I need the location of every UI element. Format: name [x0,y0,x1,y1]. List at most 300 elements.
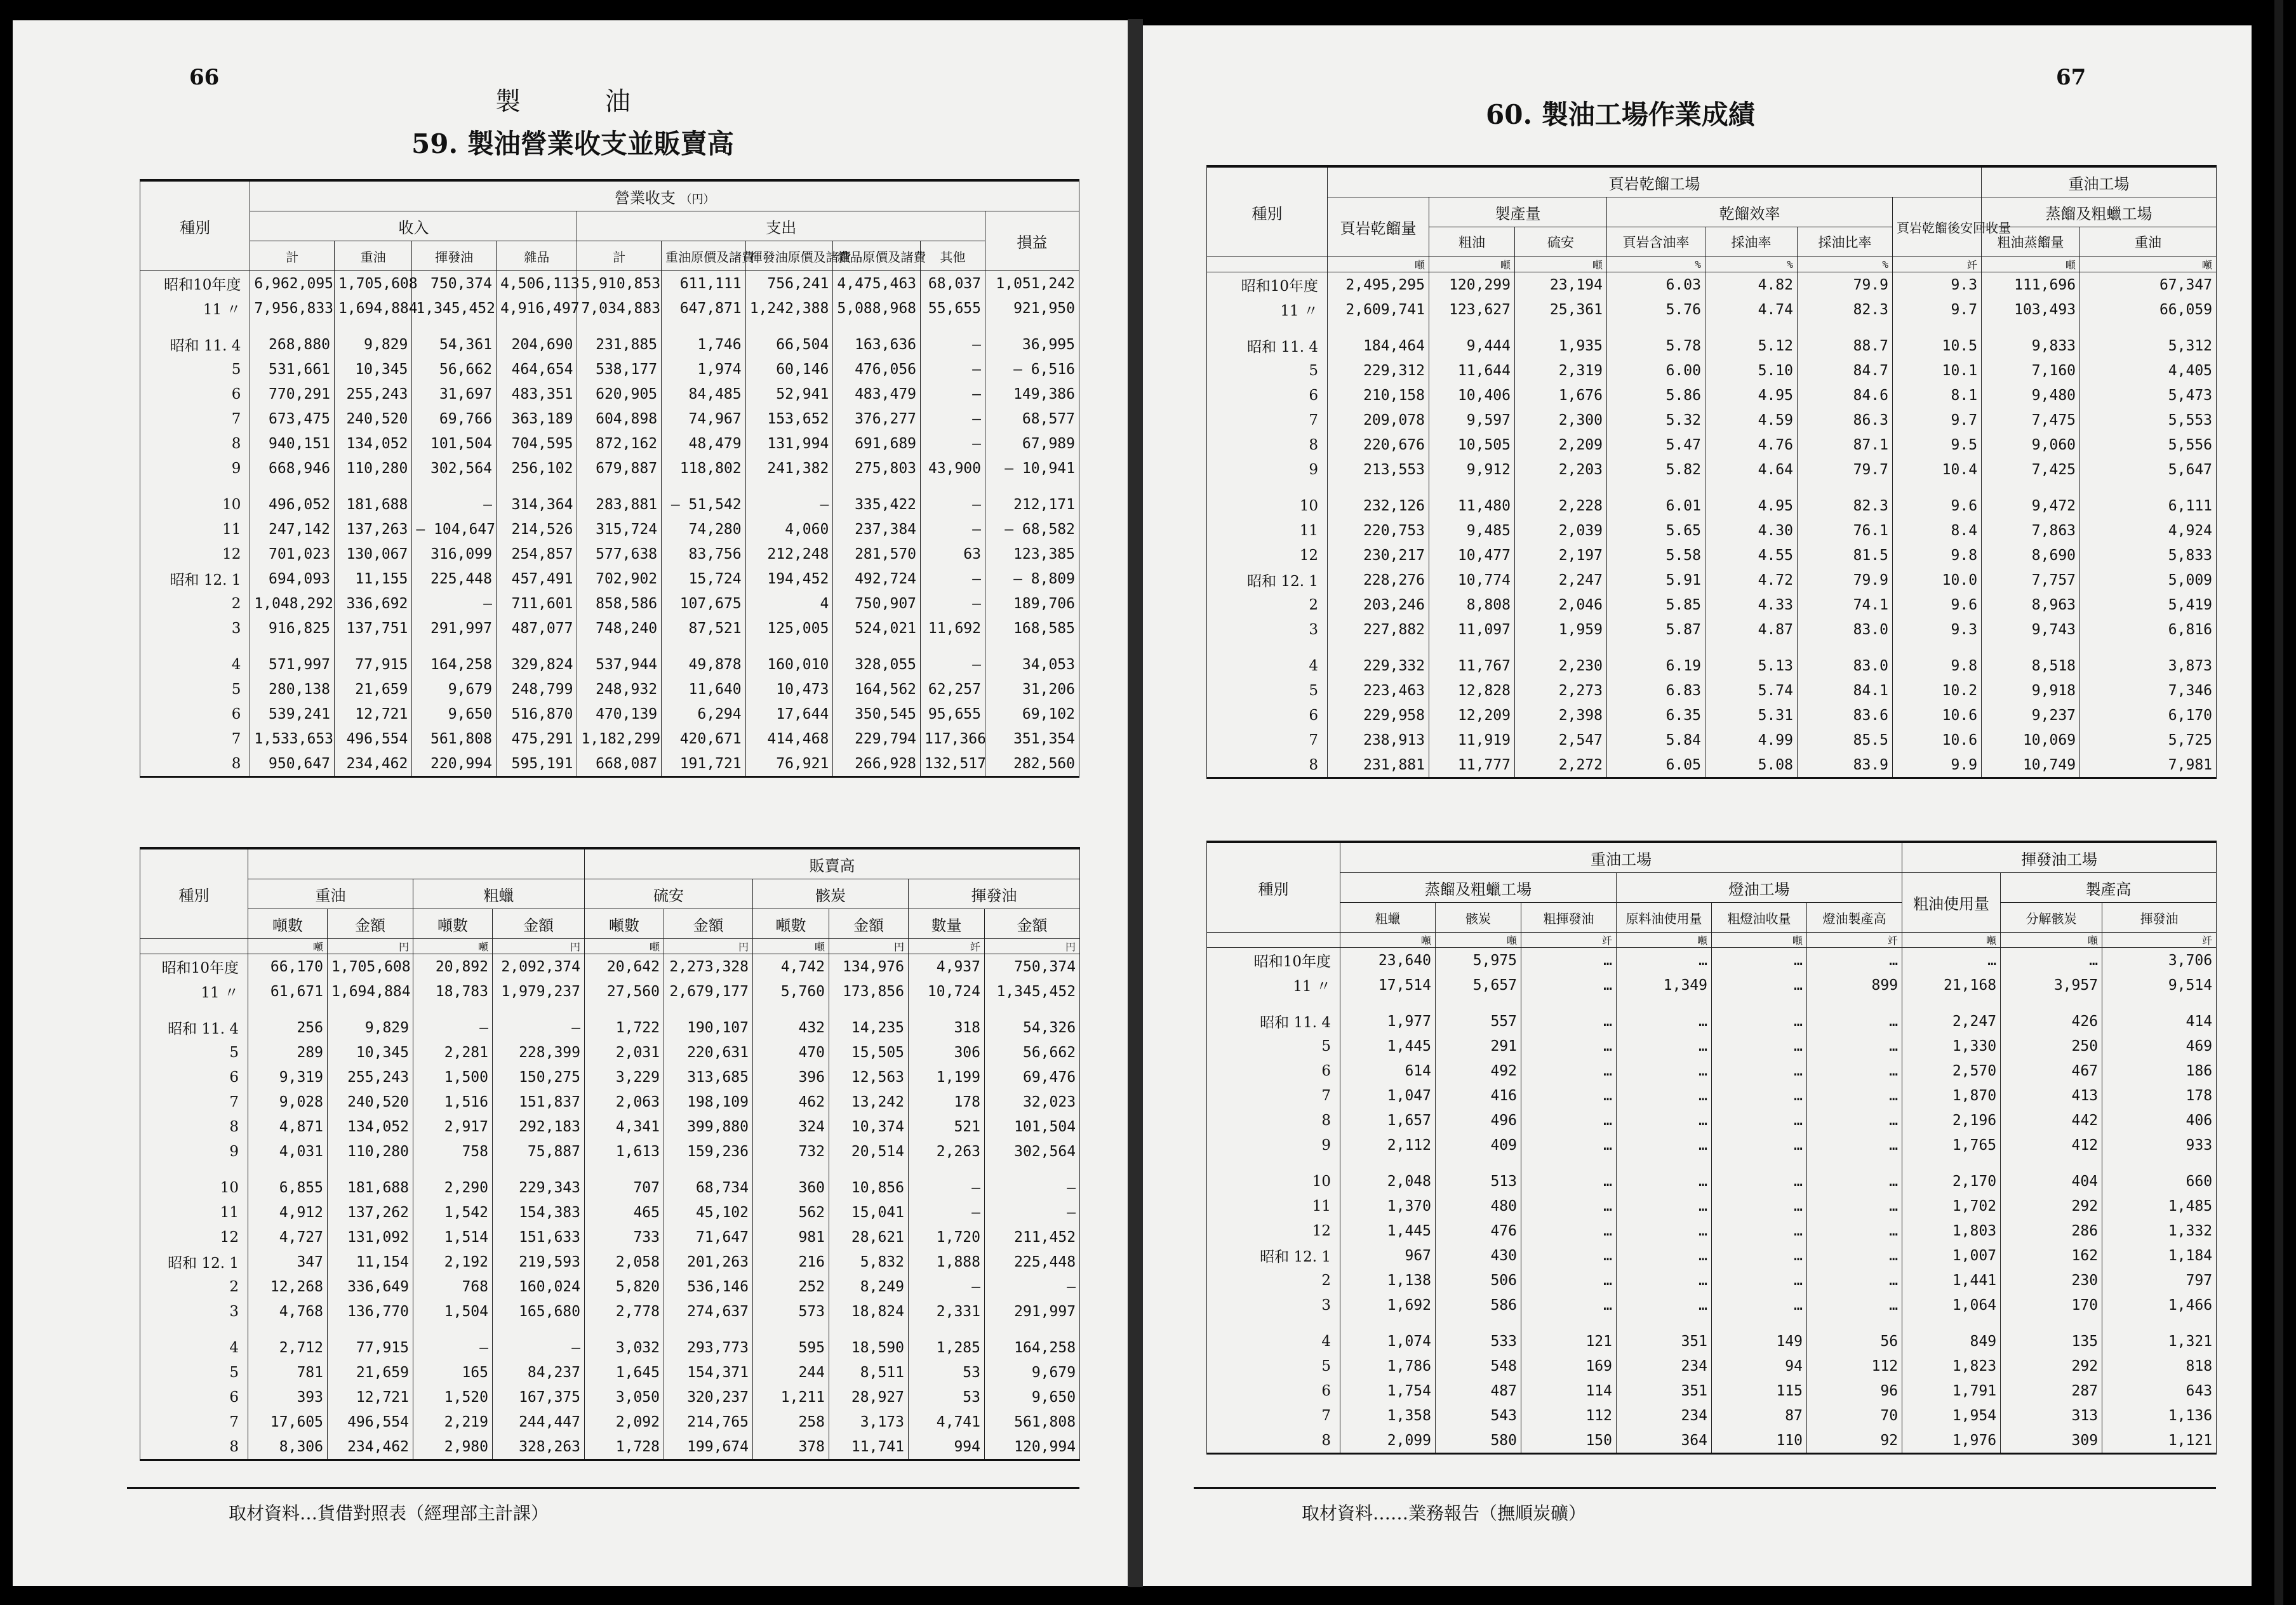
table-cell: 363,189 [496,406,577,431]
table-cell: … [1617,948,1712,973]
table-cell: 3,957 [2001,973,2102,997]
table-cell [753,1164,829,1175]
table-cell: 4,727 [248,1225,328,1249]
table-cell: 134,052 [334,431,411,456]
table-cell: 7,956,833 [250,296,335,321]
table-cell: 86.3 [1798,408,1893,432]
row-label: 6 [1207,703,1328,728]
table-row [140,751,1079,777]
table-cell: 1,702 [1902,1194,2001,1218]
table-cell: 62,257 [921,677,985,702]
table-cell [1617,997,1712,1009]
table-row [1207,333,2217,358]
table-cell [496,481,577,492]
table-cell: 470 [753,1040,829,1065]
table-row [1207,1317,2217,1329]
table-cell [493,1164,585,1175]
table-cell: 538,177 [577,357,662,382]
table-cell [753,1324,829,1335]
table-cell: 1,520 [413,1385,493,1409]
row-label: 昭和 12. 1 [140,1249,248,1274]
table-cell [1807,1317,1902,1329]
table-row [140,382,1079,406]
table-cell: 580 [1436,1428,1521,1454]
table-cell [745,481,833,492]
row-label: 7 [1207,408,1328,432]
table-cell [248,1164,328,1175]
page-number: 66 [189,65,220,90]
table-cell [833,641,921,652]
table-cell [2102,1157,2217,1169]
unit-cell: 噸 [1340,933,1436,948]
column-header: 數量 [909,909,985,939]
table-cell: 96 [1807,1378,1902,1403]
table-row [140,431,1079,456]
table-cell: 1,645 [585,1360,664,1385]
table-row [140,1335,1080,1360]
row-label: 4 [1207,653,1328,678]
table-row [140,406,1079,431]
table-cell: 406 [2102,1108,2217,1133]
table-cell: 214,526 [496,517,577,542]
production-header: 製產量 [1429,197,1607,227]
table-cell: 378 [753,1434,829,1460]
table-cell: … [1617,1083,1712,1108]
table-cell: 229,332 [1328,653,1429,678]
source-note: 取材資料……業務報告（撫順炭礦） [1302,1503,1587,1524]
table-cell: 107,675 [662,591,746,616]
income-header: 收入 [250,211,577,241]
table-cell: 10,345 [334,357,411,382]
table-cell: 426 [2001,1009,2102,1034]
table-cell: 255,243 [328,1065,413,1089]
unit-cell: 噸 [1902,933,2001,948]
table-cell: 487 [1436,1378,1521,1403]
row-label [140,1324,248,1335]
table-cell: 120,299 [1429,272,1515,298]
table-cell: … [1807,1293,1902,1317]
row-label: 7 [1207,728,1328,752]
table-cell: 2,712 [248,1335,328,1360]
table-cell: 561,808 [985,1409,1080,1434]
table-cell: 442 [2001,1108,2102,1133]
table-cell: 302,564 [985,1139,1080,1164]
table-cell: 53 [909,1360,985,1385]
table-cell: — [921,566,985,591]
table-cell: 6.00 [1607,358,1705,383]
table-cell: 123,627 [1429,297,1515,322]
table-cell: 61,671 [248,979,328,1004]
table-cell: 9,679 [412,677,497,702]
table-cell [493,1004,585,1015]
table-cell: 9.8 [1893,653,1982,678]
table-row [1207,1194,2217,1218]
row-label: 11 [1207,1194,1340,1218]
table-cell: 2,247 [1902,1009,2001,1034]
table-cell: 1,705,608 [328,954,413,980]
table-cell: 112 [1521,1403,1617,1428]
table-cell: 306 [909,1040,985,1065]
plant-performance-table [1206,165,2217,779]
table-cell: 1,332 [2102,1218,2217,1243]
row-label: 7 [140,406,250,431]
table-cell [1607,642,1705,653]
table-cell: 5,312 [2080,333,2217,358]
unit-cell: 噸 [2001,933,2102,948]
table-cell: 56,662 [412,357,497,382]
table-cell: … [2001,948,2102,973]
table-row [1207,653,2217,678]
table-cell: 487,077 [496,616,577,641]
table-cell: 10,069 [1982,728,2080,752]
table-cell: 9,319 [248,1065,328,1089]
table-cell: 2,099 [1340,1428,1436,1454]
table-cell [1798,642,1893,653]
table-cell [1705,322,1798,333]
table-cell: 1,728 [585,1434,664,1460]
row-label: 4 [1207,1329,1340,1354]
table-cell: 4.55 [1705,543,1798,568]
table-cell [985,481,1079,492]
table-cell: 275,803 [833,456,921,481]
row-label: 8 [140,1114,248,1139]
table-cell: 76,921 [745,751,833,777]
table-cell [1705,482,1798,493]
table-cell: 1,786 [1340,1354,1436,1378]
table-row [1207,728,2217,752]
table-cell: 1,791 [1902,1378,2001,1403]
table-row [1207,383,2217,408]
table-cell: 14,235 [829,1015,909,1040]
table-cell: 533 [1436,1329,1521,1354]
table-row [140,1114,1080,1139]
table-row [1207,1428,2217,1454]
table-cell: … [1712,1009,1807,1034]
table-row [140,702,1079,726]
row-label: 3 [140,1299,248,1324]
unit-cell: 竏 [2102,933,2217,948]
table-cell: 274,637 [664,1299,753,1324]
column-header: 金額 [328,909,413,939]
table-cell: 291 [1436,1034,1521,1058]
column-header: 分解骸炭 [2001,903,2102,933]
table-cell: 1,441 [1902,1268,2001,1293]
table-cell: 1,803 [1902,1218,2001,1243]
row-label: 2 [140,591,250,616]
row-label: 11 〃 [1207,297,1328,322]
column-header: 金額 [664,909,753,939]
table-cell: 5,820 [585,1274,664,1299]
table-cell: … [1617,1058,1712,1083]
table-cell: 34,053 [985,652,1079,677]
table-cell: 4.33 [1705,592,1798,617]
table-row [1207,1133,2217,1157]
table-cell: 6,111 [2080,493,2217,518]
row-label: 7 [140,1089,248,1114]
unit-cell: 円 [493,939,585,954]
row-header: 種別 [1207,166,1328,257]
table-cell: 101,504 [412,431,497,456]
table-cell: 240,520 [328,1089,413,1114]
row-label [1207,1317,1340,1329]
table-cell: 71,647 [664,1225,753,1249]
unit-cell: 円 [664,939,753,954]
table-cell: … [1521,1034,1617,1058]
table-cell: 169 [1521,1354,1617,1378]
table-cell: 5.12 [1705,333,1798,358]
table-cell: 101,504 [985,1114,1080,1139]
table-cell: 165,680 [493,1299,585,1324]
table-cell: 396 [753,1065,829,1089]
table-cell: 1,694,884 [328,979,413,1004]
table-cell: 63 [921,542,985,566]
table-cell: 212,171 [985,492,1079,517]
table-cell: 8,808 [1429,592,1515,617]
row-label [140,1164,248,1175]
table-row [1207,678,2217,703]
table-cell: 232,126 [1328,493,1429,518]
table-cell [829,1164,909,1175]
table-cell: 940,151 [250,431,335,456]
table-cell: 750,907 [833,591,921,616]
row-label: 3 [1207,617,1328,642]
table-cell: 1,676 [1515,383,1607,408]
table-cell: 668,087 [577,751,662,777]
table-cell: 4,031 [248,1139,328,1164]
table-row [1207,518,2217,543]
table-cell [413,1004,493,1015]
table-cell: 475,291 [496,726,577,751]
table-cell: 7,863 [1982,518,2080,543]
product-header: 粗蠟 [413,879,585,909]
table-row [1207,493,2217,518]
table-cell [1807,997,1902,1009]
table-row [1207,1293,2217,1317]
row-label: 昭和 11. 4 [140,1015,248,1040]
table-cell: 286 [2001,1218,2102,1243]
table-cell: 281,570 [833,542,921,566]
table-cell: 5.85 [1607,592,1705,617]
table-cell: 1,500 [413,1065,493,1089]
table-cell: 6.19 [1607,653,1705,678]
table-cell: 17,605 [248,1409,328,1434]
table-cell: 2,778 [585,1299,664,1324]
table-cell: 112 [1807,1354,1902,1378]
table-cell: 496 [1436,1108,1521,1133]
table-cell: 462 [753,1089,829,1114]
table-cell: 6.05 [1607,752,1705,778]
table-cell: 1,321 [2102,1329,2217,1354]
table-cell [2080,322,2217,333]
table-cell: 2,281 [413,1040,493,1065]
table-cell: 69,102 [985,702,1079,726]
table-cell [745,641,833,652]
table-cell: 1,959 [1515,617,1607,642]
table-cell: 84.1 [1798,678,1893,703]
table-cell: 88.7 [1798,333,1893,358]
table-cell: — [921,652,985,677]
table-cell: 414,468 [745,726,833,751]
table-cell: 430 [1436,1243,1521,1268]
profit-loss-header: 損益 [985,211,1079,271]
table-cell: 2,300 [1515,408,1607,432]
table-cell: 756,241 [745,271,833,296]
table-row [1207,1169,2217,1194]
row-label: 昭和10年度 [140,954,248,980]
table-cell: 5.65 [1607,518,1705,543]
table-cell: 230,217 [1328,543,1429,568]
table-cell [328,1324,413,1335]
row-header: 種別 [140,848,248,939]
table-cell: 154,383 [493,1200,585,1225]
table-row [1207,642,2217,653]
table-cell: 4.95 [1705,383,1798,408]
table-cell [1436,1157,1521,1169]
table-cell: 9.5 [1893,432,1982,457]
column-header: 計 [250,241,335,271]
table-cell: 2,290 [413,1175,493,1200]
table-row [140,1164,1080,1175]
table-cell [2080,642,2217,653]
table-cell: 1,445 [1340,1034,1436,1058]
table-cell: 412 [2001,1133,2102,1157]
table-cell: 81.5 [1798,543,1893,568]
table-cell: 178 [2102,1083,2217,1108]
table-cell: 1,504 [413,1299,493,1324]
table-cell [664,1004,753,1015]
row-label: 11 〃 [1207,973,1340,997]
table-cell: 237,384 [833,517,921,542]
table-cell: 5,553 [2080,408,2217,432]
unit-cell: 竏 [1893,257,1982,272]
table-cell [745,321,833,332]
table-cell: 313 [2001,1403,2102,1428]
column-header: 金額 [493,909,585,939]
column-header: 金額 [985,909,1080,939]
table-cell: 118,802 [662,456,746,481]
table-cell: 8,511 [829,1360,909,1385]
table-cell: 92 [1807,1428,1902,1454]
table-cell: … [1617,1293,1712,1317]
table-cell: 4,871 [248,1114,328,1139]
sales-table [140,847,1080,1461]
col-header: 頁岩乾餾後安回收量 [1893,197,1982,257]
table-cell: 464,654 [496,357,577,382]
table-cell: 2,263 [909,1139,985,1164]
table-cell: 27,560 [585,979,664,1004]
table-cell: 1,199 [909,1065,985,1089]
row-label: 3 [140,616,250,641]
table-cell [412,321,497,332]
table-cell: 5,833 [2080,543,2217,568]
row-label: 6 [140,382,250,406]
table-cell: 2,547 [1515,728,1607,752]
table-cell: 413 [2001,1083,2102,1108]
column-header: 燈油製產高 [1807,903,1902,933]
row-label: 5 [1207,358,1328,383]
table-cell: 12,563 [829,1065,909,1089]
table-cell: … [1521,1218,1617,1243]
table-cell: 184,464 [1328,333,1429,358]
table-cell: … [1902,948,2001,973]
table-cell: … [1712,1194,1807,1218]
table-cell: 750,374 [412,271,497,296]
right-page [1143,25,2252,1586]
table-cell: 1,705,608 [334,271,411,296]
oil-plant-table [1206,841,2217,1455]
table-cell: … [1617,1009,1712,1034]
table-cell [585,1164,664,1175]
column-header: 採油率 [1705,227,1798,257]
table-cell [1902,997,2001,1009]
table-cell [2001,1317,2102,1329]
table-cell: 748,240 [577,616,662,641]
table-cell: 165 [413,1360,493,1385]
table-cell: 87,521 [662,616,746,641]
table-cell [909,1004,985,1015]
table-row [1207,1034,2217,1058]
unit-cell: 円 [985,939,1080,954]
retort-plant-header: 頁岩乾餾工場 [1328,166,1982,197]
table-cell: 9.9 [1893,752,1982,778]
table-cell: 543 [1436,1403,1521,1428]
table-cell [662,481,746,492]
table-cell: 292 [2001,1194,2102,1218]
table-cell: 465 [585,1200,664,1225]
table-row [140,1324,1080,1335]
table-cell: 492,724 [833,566,921,591]
table-cell: 2,980 [413,1434,493,1460]
table-cell: 255,243 [334,382,411,406]
table-cell: 149 [1712,1329,1807,1354]
table-cell: 1,345,452 [985,979,1080,1004]
table-cell: 611,111 [662,271,746,296]
table-cell: 1,720 [909,1225,985,1249]
table-cell: 213,553 [1328,457,1429,482]
table-cell: 335,422 [833,492,921,517]
table-cell [334,481,411,492]
table-cell: 186 [2102,1058,2217,1083]
unit-cell: 噸 [1515,257,1607,272]
table-cell: — 10,941 [985,456,1079,481]
table-cell: — [921,431,985,456]
table-cell: 68,577 [985,406,1079,431]
table-cell: 18,783 [413,979,493,1004]
table-cell: 6,855 [248,1175,328,1200]
table-cell: 150,275 [493,1065,585,1089]
table-cell: 531,661 [250,357,335,382]
table-cell: 49,878 [662,652,746,677]
table-cell [250,641,335,652]
table-cell: … [1712,1218,1807,1243]
table-cell: 506 [1436,1268,1521,1293]
table-cell [1617,1317,1712,1329]
table-cell: 214,765 [664,1409,753,1434]
row-label: 9 [1207,1133,1340,1157]
unit-cell: 噸 [413,939,493,954]
table-cell: 164,258 [412,652,497,677]
table-row [140,677,1079,702]
table-cell: 13,242 [829,1089,909,1114]
unit-cell: % [1798,257,1893,272]
table-cell [985,1324,1080,1335]
table-cell: 210,158 [1328,383,1429,408]
table-cell: 234 [1617,1354,1712,1378]
table-cell [829,1324,909,1335]
table-cell [1807,1157,1902,1169]
table-cell: 164,562 [833,677,921,702]
unit-cell: 噸 [1429,257,1515,272]
